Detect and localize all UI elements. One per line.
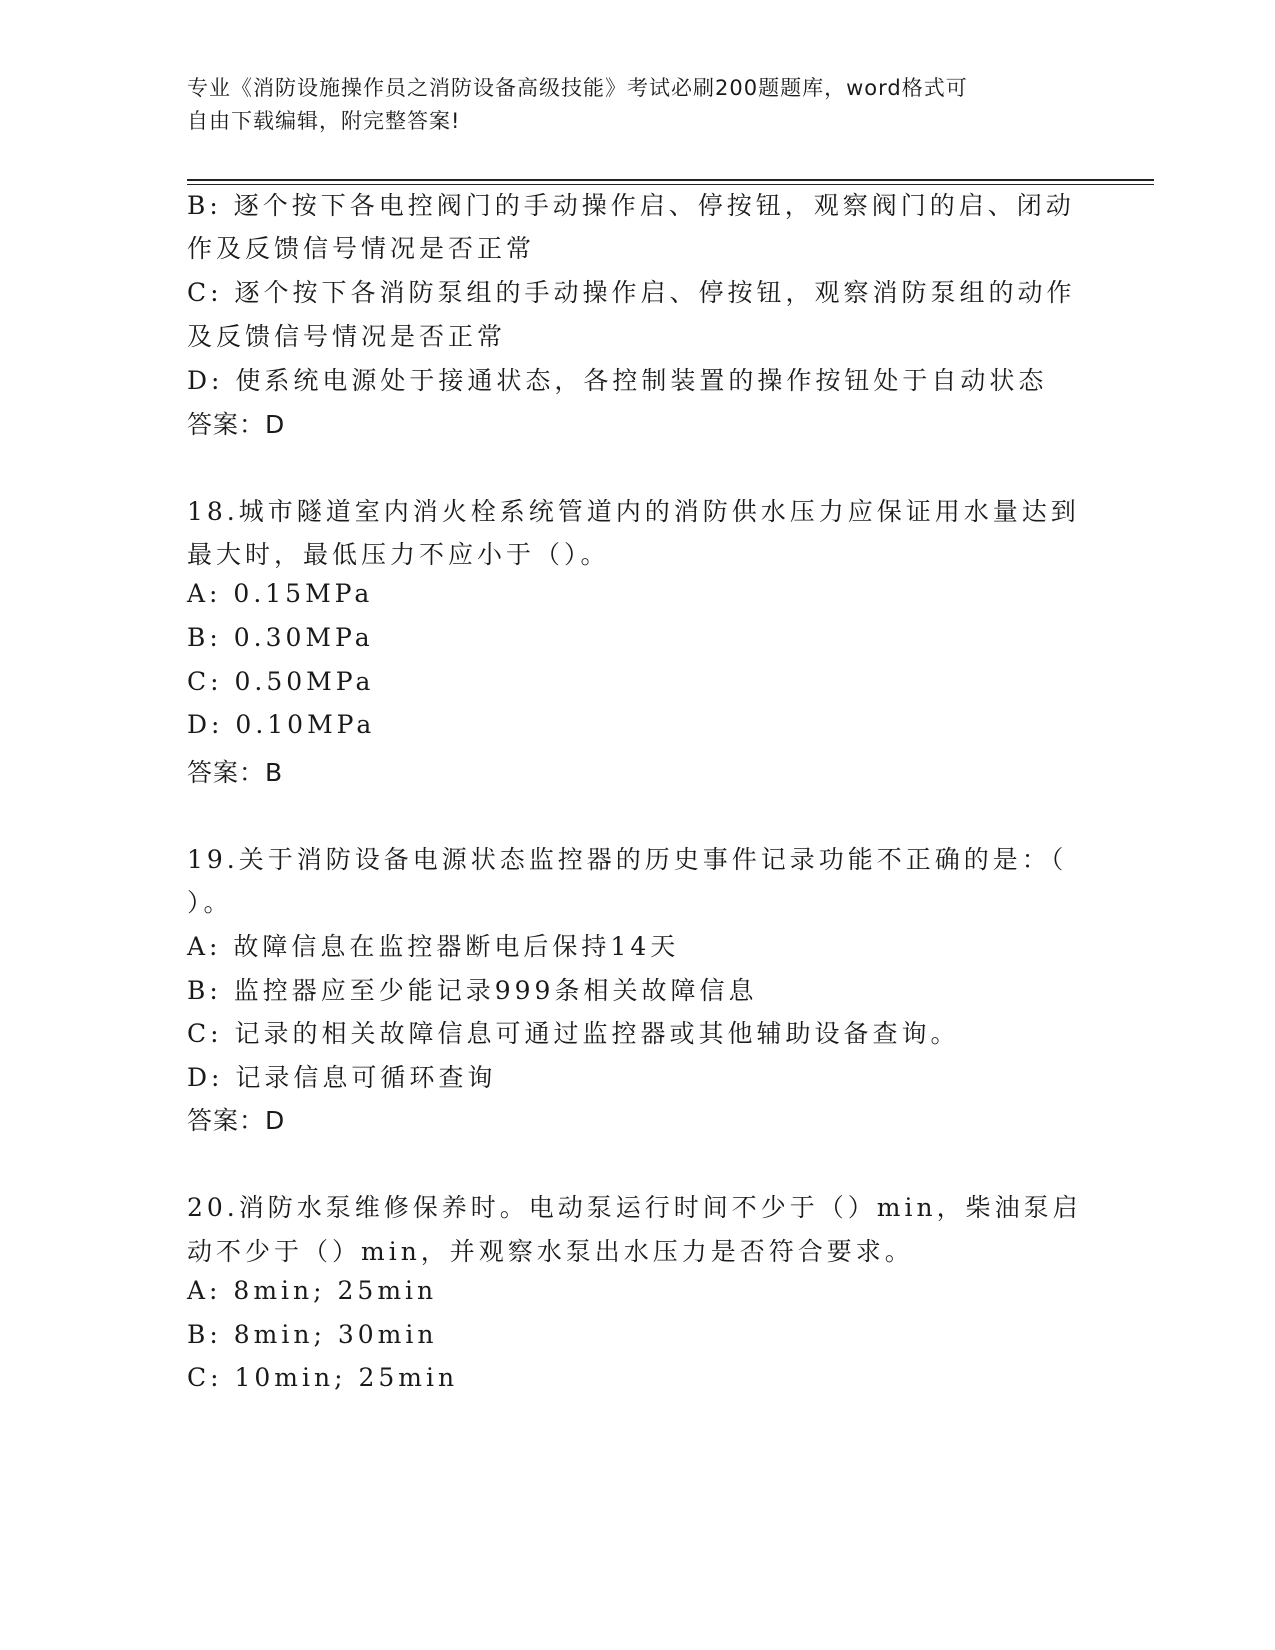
q19-stem-line-2: ）。	[187, 888, 233, 917]
q19-stem-line-1: 19.关于消防设备电源状态监控器的历史事件记录功能不正确的是：（	[187, 845, 1068, 874]
q20-stem-line-2: 动不少于（）min，并观察水泵出水压力是否符合要求。	[187, 1237, 914, 1266]
q20-stem-line-1: 20.消防水泵维修保养时。电动泵运行时间不少于（）min，柴油泵启	[187, 1193, 1082, 1222]
header-divider-thin	[187, 184, 1154, 185]
q18-option-b: B: 0.30MPa	[187, 623, 374, 652]
header-divider-thick	[187, 179, 1154, 181]
q19-option-a: A: 故障信息在监控器断电后保持14天	[187, 932, 680, 961]
q18-stem-line-2: 最大时，最低压力不应小于（）。	[187, 540, 610, 569]
q19-option-d: D: 记录信息可循环查询	[187, 1063, 497, 1092]
q19-option-c: C: 记录的相关故障信息可通过监控器或其他辅助设备查询。	[187, 1019, 960, 1048]
q17-option-b-line-2: 作及反馈信号情况是否正常	[187, 234, 536, 263]
q20-option-a: A: 8min; 25min	[187, 1276, 438, 1305]
q18-option-c: C: 0.50MPa	[187, 667, 375, 696]
q18-stem-line-1: 18.城市隧道室内消火栓系统管道内的消防供水压力应保证用水量达到	[187, 497, 1080, 526]
q20-option-b: B: 8min; 30min	[187, 1320, 438, 1349]
q18-option-d: D: 0.10MPa	[187, 710, 376, 739]
q19-answer: 答案：D	[187, 1106, 286, 1135]
q18-answer: 答案：B	[187, 758, 284, 787]
q19-option-b: B: 监控器应至少能记录999条相关故障信息	[187, 976, 758, 1005]
header-line-1: 专业《消防设施操作员之消防设备高级技能》考试必刷200题题库，word格式可	[187, 76, 968, 100]
q18-option-a: A: 0.15MPa	[187, 579, 374, 608]
header-line-2: 自由下载编辑，附完整答案!	[187, 109, 461, 133]
q17-answer: 答案：D	[187, 410, 286, 439]
q17-option-b-line-1: B: 逐个按下各电控阀门的手动操作启、停按钮，观察阀门的启、闭动	[187, 191, 1075, 220]
q20-option-c: C: 10min; 25min	[187, 1363, 459, 1392]
document-header	[187, 72, 1067, 138]
q17-option-c-line-2: 及反馈信号情况是否正常	[187, 322, 507, 351]
q17-option-c-line-1: C: 逐个按下各消防泵组的手动操作启、停按钮，观察消防泵组的动作	[187, 278, 1076, 307]
q17-option-d: D: 使系统电源处于接通状态，各控制装置的操作按钮处于自动状态	[187, 366, 1048, 395]
